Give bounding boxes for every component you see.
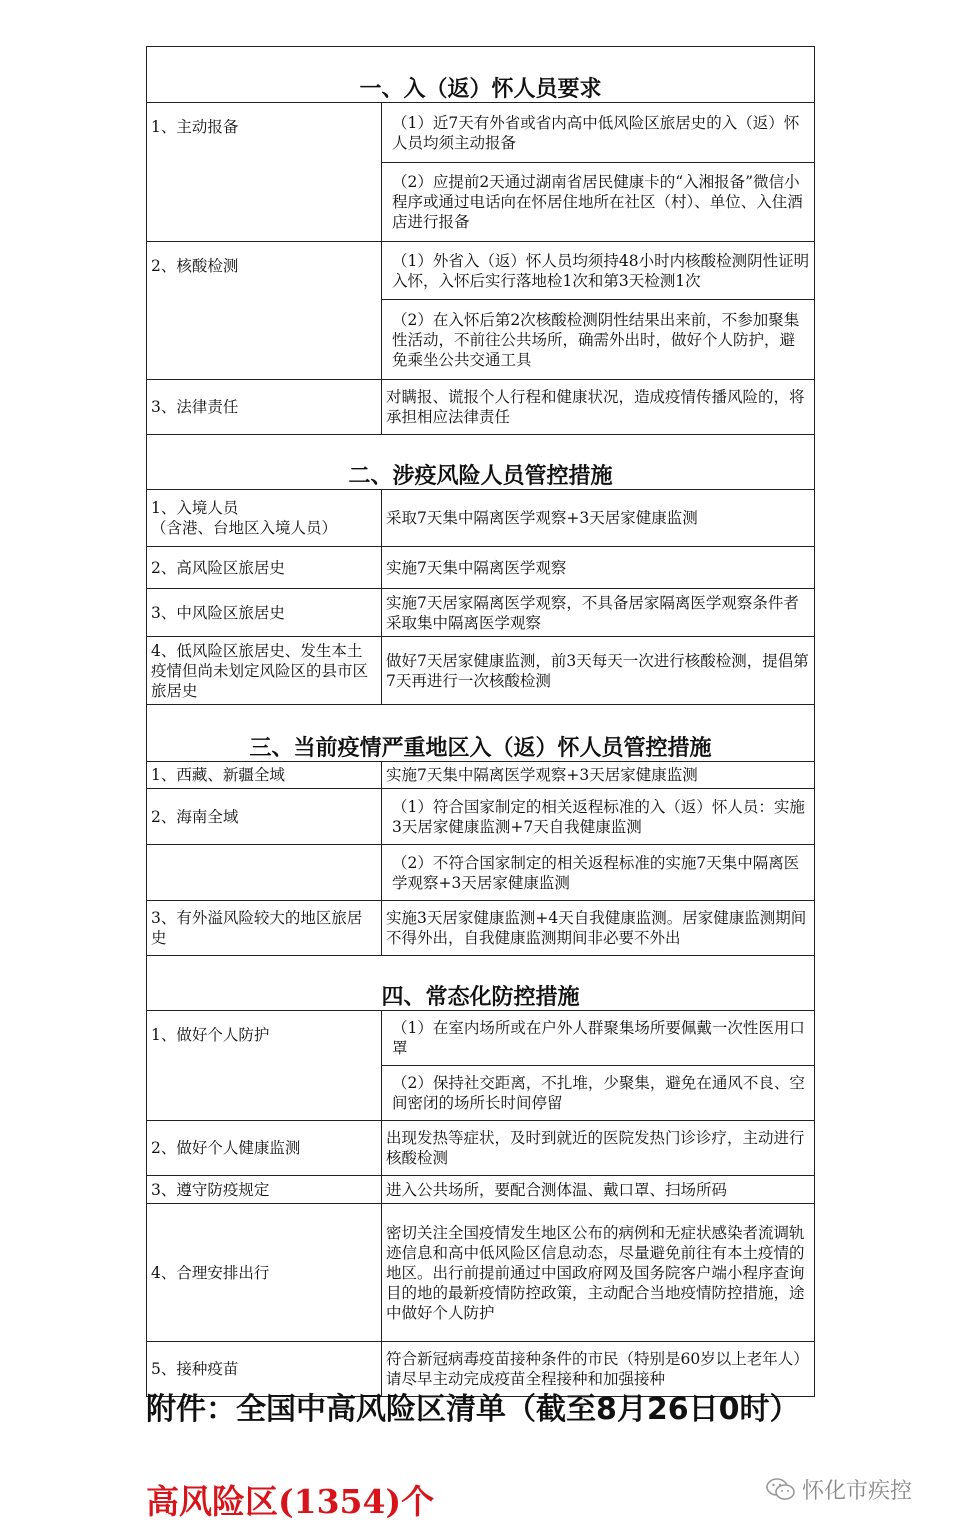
row-content: （2）保持社交距离，不扎堆，少聚集，避免在通风不良、空间密闭的场所长时间停留: [382, 1066, 815, 1121]
row-content: 符合新冠病毒疫苗接种条件的市民（特别是60岁以上老年人）请尽早主动完成疫苗全程接种和加强接种: [382, 1342, 815, 1397]
row-content: （2）在入怀后第2次核酸检测阴性结果出来前，不参加聚集性活动，不前往公共场所，确需外出时，做好个人防护，避免乘坐公共交通工具: [382, 300, 815, 380]
row-content: 密切关注全国疫情发生地区公布的病例和无症状感染者流调轨迹信息和高中低风险区信息动态，尽量避免前往有本土疫情的地区。出行前提前通过中国政府网及国务院客户端小程序查询目的地的最新疫情防控政策，主动配合当地疫情防控措施，途中做好个人防护: [382, 1204, 815, 1342]
row-content: 进入公共场所，要配合测体温、戴口罩、扫场所码: [382, 1176, 815, 1204]
row-content: （2）应提前2天通过湖南省居民健康卡的“入湘报备”微信小程序或通过电话向在怀居住地所在社区（村）、单位、入住酒店进行报备: [382, 163, 815, 242]
row-label: 2、做好个人健康监测: [147, 1121, 382, 1176]
row-label: 2、核酸检测: [147, 242, 382, 380]
row-content: 实施7天集中隔离医学观察: [382, 547, 815, 589]
row-label: 2、高风险区旅居史: [147, 547, 382, 589]
row-content: 采取7天集中隔离医学观察+3天居家健康监测: [382, 490, 815, 547]
row-label: 3、遵守防疫规定: [147, 1176, 382, 1204]
watermark-text: 怀化市疾控: [802, 1479, 913, 1504]
row-label: 1、主动报备: [147, 103, 382, 242]
row-content: （2）不符合国家制定的相关返程标准的实施7天集中隔离医学观察+3天居家健康监测: [382, 845, 815, 901]
row-content: 对瞒报、谎报个人行程和健康状况，造成疫情传播风险的，将承担相应法律责任: [382, 380, 815, 435]
row-label: 1、做好个人防护: [147, 1011, 382, 1121]
wechat-icon: [766, 1477, 796, 1503]
row-content: 实施7天集中隔离医学观察+3天居家健康监测: [382, 762, 815, 789]
row-content: （1）外省入（返）怀人员均须持48小时内核酸检测阴性证明入怀，入怀后实行落地检1次和第3天检测1次: [382, 242, 815, 300]
row-content: （1）在室内场所或在户外人群聚集场所要佩戴一次性医用口罩: [382, 1011, 815, 1066]
row-content: 出现发热等症状，及时到就近的医院发热门诊诊疗，主动进行核酸检测: [382, 1121, 815, 1176]
section-title: 四、常态化防控措施: [147, 956, 815, 1011]
row-label: 1、西藏、新疆全域: [147, 762, 382, 789]
row-label: 3、中风险区旅居史: [147, 589, 382, 637]
row-content: 实施7天居家隔离医学观察，不具备居家隔离医学观察条件者采取集中隔离医学观察: [382, 589, 815, 637]
section-title: 二、涉疫风险人员管控措施: [147, 435, 815, 490]
section-title: 三、当前疫情严重地区入（返）怀人员管控措施: [147, 705, 815, 762]
policy-table: [146, 46, 815, 1397]
attachment-title: 附件：全国中高风险区清单（截至8月26日0时）: [146, 1392, 800, 1427]
row-label: 3、法律责任: [147, 380, 382, 435]
row-content: 做好7天居家健康监测，前3天每天一次进行核酸检测，提倡第7天再进行一次核酸检测: [382, 637, 815, 705]
row-label: 2、海南全域: [147, 789, 382, 845]
watermark: [766, 1474, 912, 1505]
row-label-empty: [147, 845, 382, 901]
row-label: 3、有外溢风险较大的地区旅居史: [147, 901, 382, 956]
row-content: 实施3天居家健康监测+4天自我健康监测。居家健康监测期间不得外出，自我健康监测期间非必要不外出: [382, 901, 815, 956]
row-label: 4、低风险区旅居史、发生本土疫情但尚未划定风险区的县市区旅居史: [147, 637, 382, 705]
policy-document: [146, 46, 814, 1397]
row-label: 1、入境人员 （含港、台地区入境人员）: [147, 490, 382, 547]
section-title: 一、入（返）怀人员要求: [147, 47, 815, 103]
row-content: （1）近7天有外省或省内高中低风险区旅居史的入（返）怀人员均须主动报备: [382, 103, 815, 163]
row-label: 5、接种疫苗: [147, 1342, 382, 1397]
row-content: （1）符合国家制定的相关返程标准的入（返）怀人员：实施3天居家健康监测+7天自我健康监测: [382, 789, 815, 845]
row-label: 4、合理安排出行: [147, 1204, 382, 1342]
high-risk-label: 高风险区(1354)个: [146, 1482, 435, 1521]
